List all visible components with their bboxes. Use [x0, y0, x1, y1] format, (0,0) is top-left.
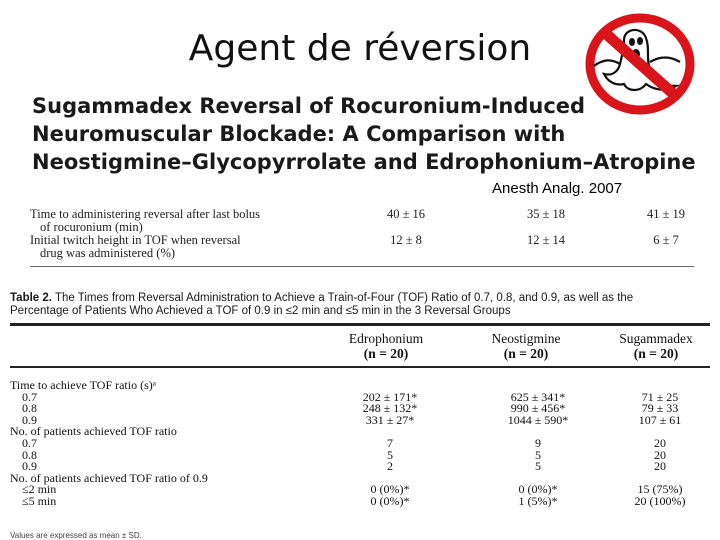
table1-divider	[30, 266, 694, 267]
row-label: 0.7	[22, 435, 37, 450]
table-row	[10, 493, 710, 508]
table2-header-rule	[10, 366, 710, 368]
table-row	[10, 447, 710, 462]
cell-edrophonium: 7	[387, 435, 393, 450]
cell-edrophonium: 202 ± 171*	[362, 389, 418, 404]
cell-edrophonium: 0 (0%)*	[370, 482, 410, 497]
table1-cell: 6 ± 7	[653, 233, 679, 247]
cell-sugammadex: 20 (100%)	[634, 493, 686, 508]
table2-caption-text: Percentage of Patients Who Achieved a TOF of 0.9 in ≤2 min and ≤5 min in the 3 Reversal Groups	[10, 305, 511, 317]
table1-label: drug was administered (%)	[40, 246, 176, 260]
table1-cell: 12 ± 14	[526, 233, 566, 247]
table2-top-rule	[10, 323, 710, 326]
column-header-sugammadex: Sugammadex (n = 20)	[619, 331, 693, 361]
cell-neostigmine: 0 (0%)*	[518, 482, 558, 497]
article-title-line: Neuromuscular Blockade: A Comparison with	[32, 122, 566, 146]
table-row	[10, 389, 710, 404]
cell-edrophonium: 5	[387, 447, 393, 462]
cell-neostigmine: 9	[535, 435, 541, 450]
table-row	[10, 426, 710, 438]
cell-sugammadex: 71 ± 25	[641, 389, 679, 404]
article-title-line: Sugammadex Reversal of Rocuronium-Induced	[32, 94, 586, 118]
cell-sugammadex: 20	[654, 447, 666, 462]
table1-cell: 12 ± 8	[390, 233, 422, 247]
cell-sugammadex: 20	[654, 459, 666, 474]
table1-label: Time to administering reversal after last bolus	[30, 207, 261, 221]
table-row	[10, 484, 710, 496]
table1-row	[30, 208, 692, 234]
cell-neostigmine: 5	[535, 459, 541, 474]
cell-neostigmine: 5	[535, 447, 541, 462]
cell-sugammadex: 79 ± 33	[641, 401, 679, 416]
cell-neostigmine: 990 ± 456*	[510, 401, 566, 416]
table1-label: Initial twitch height in TOF when reversal	[30, 233, 241, 247]
cell-neostigmine: 625 ± 341*	[510, 389, 566, 404]
cell-sugammadex: 20	[654, 435, 666, 450]
cell-sugammadex: 107 ± 61	[638, 412, 682, 427]
column-header-neostigmine: Neostigmine (n = 20)	[491, 331, 561, 361]
table2-footnote: Values are expressed as mean ± SD.	[10, 531, 142, 540]
article-title	[32, 92, 696, 176]
table-row	[10, 403, 710, 415]
table1-cell: 41 ± 19	[646, 207, 686, 221]
table1-cell: 35 ± 18	[526, 207, 566, 221]
row-label: 0.8	[22, 401, 37, 416]
slide-title: Agent de réversion	[188, 28, 532, 69]
journal-citation: Anesth Analg. 2007	[492, 180, 623, 197]
table2-caption-label: Table 2.	[10, 292, 52, 304]
article-title-line: Neostigmine–Glycopyrrolate and Edrophonium–Atropine	[32, 150, 696, 174]
cell-neostigmine: 1044 ± 590*	[507, 412, 569, 427]
row-label: 0.8	[22, 447, 37, 462]
cell-edrophonium: 0 (0%)*	[370, 493, 410, 508]
table1-row	[30, 234, 692, 260]
table-row	[10, 470, 710, 485]
row-label: 0.9	[22, 459, 37, 474]
table1	[30, 208, 692, 260]
cell-neostigmine: 1 (5%)*	[518, 493, 558, 508]
row-label: 0.7	[22, 389, 37, 404]
row-label: ≤2 min	[22, 482, 57, 497]
row-label: No. of patients achieved TOF ratio	[10, 424, 177, 439]
table-row	[10, 435, 710, 450]
table2-body	[10, 380, 710, 508]
cell-edrophonium: 248 ± 132*	[362, 401, 418, 416]
column-header-edrophonium: Edrophonium (n = 20)	[348, 331, 424, 361]
row-label: 0.9	[22, 412, 37, 427]
cell-edrophonium: 331 ± 27*	[365, 412, 415, 427]
table-row	[10, 380, 710, 392]
table2-caption-text: The Times from Reversal Administration to Achieve a Train-of-Four (TOF) Ratio of 0.7, 0.8, and 0.9, as well as the	[54, 292, 634, 304]
row-label: ≤5 min	[22, 493, 57, 508]
row-label: No. of patients achieved TOF ratio of 0.9	[10, 470, 208, 485]
cell-sugammadex: 15 (75%)	[637, 482, 683, 497]
table1-label: of rocuronium (min)	[40, 220, 143, 234]
table2-caption	[10, 292, 710, 318]
table1-cell: 40 ± 16	[386, 207, 426, 221]
row-label: Time to achieve TOF ratio (s)ᵃ	[10, 378, 157, 392]
cell-edrophonium: 2	[387, 459, 393, 474]
